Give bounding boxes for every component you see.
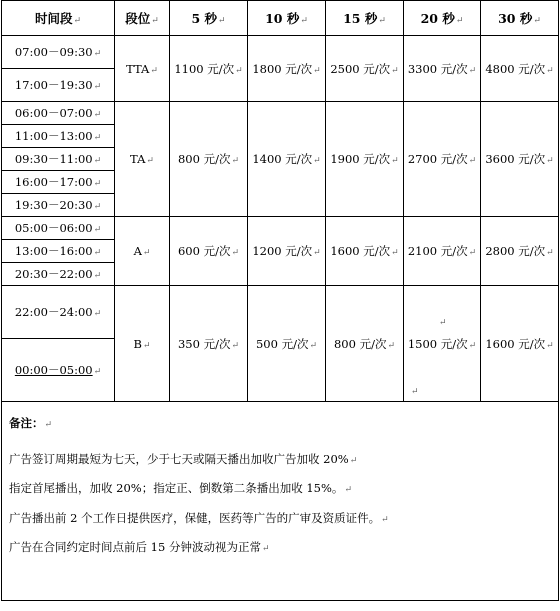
- time-cell: 20:30－22:00↵: [2, 263, 115, 286]
- price-cell: 350 元/次↵: [170, 286, 248, 402]
- time-cell: 11:00－13:00↵: [2, 125, 115, 148]
- notes-title: 备注：↵: [9, 416, 53, 430]
- price-cell: 1600 元/次↵: [481, 286, 559, 402]
- level-cell-tta: TTA↵: [115, 36, 170, 102]
- price-cell: 600 元/次↵: [170, 217, 248, 286]
- header-level: 段位↵: [115, 1, 170, 36]
- price-cell: 1600 元/次↵: [326, 217, 404, 286]
- header-5s: 5 秒↵: [170, 1, 248, 36]
- time-cell: 07:00－09:30↵: [2, 36, 115, 69]
- time-cell: 00:00－05:00↵: [2, 339, 115, 402]
- price-cell: 2800 元/次↵: [481, 217, 559, 286]
- price-cell: ↵ 1500 元/次↵ ↵: [404, 286, 481, 402]
- price-cell: 3300 元/次↵: [404, 36, 481, 102]
- price-cell: 2100 元/次↵: [404, 217, 481, 286]
- price-cell: 2500 元/次↵: [326, 36, 404, 102]
- price-cell: 800 元/次↵: [326, 286, 404, 402]
- price-cell: 1900 元/次↵: [326, 102, 404, 217]
- header-20s: 20 秒↵: [404, 1, 481, 36]
- time-cell: 16:00－17:00↵: [2, 171, 115, 194]
- paragraph-mark: ↵: [411, 387, 419, 397]
- header-30s: 30 秒↵: [481, 1, 559, 36]
- note-line: 广告签订周期最短为七天，少于七天或隔天播出加收广告加收 20%↵: [9, 452, 358, 466]
- note-line: 指定首尾播出，加收 20%；指定正、倒数第二条播出加收 15%。↵: [9, 481, 352, 495]
- time-cell: 17:00－19:30↵: [2, 69, 115, 102]
- table-row: [2, 286, 559, 339]
- note-line: 广告在合同约定时间点前后 15 分钟波动视为正常↵: [9, 540, 270, 554]
- header-15s: 15 秒↵: [326, 1, 404, 36]
- price-cell: 500 元/次↵: [248, 286, 326, 402]
- time-cell: 19:30－20:30↵: [2, 194, 115, 217]
- header-row: [2, 1, 559, 36]
- price-cell: 2700 元/次↵: [404, 102, 481, 217]
- price-cell: 3600 元/次↵: [481, 102, 559, 217]
- table-row: [2, 217, 559, 240]
- level-cell-ta: TA↵: [115, 102, 170, 217]
- note-line: 广告播出前 2 个工作日提供医疗，保健，医药等广告的广审及资质证件。↵: [9, 511, 389, 525]
- time-cell: 09:30－11:00↵: [2, 148, 115, 171]
- price-cell: 1100 元/次↵: [170, 36, 248, 102]
- time-cell: 22:00－24:00↵: [2, 286, 115, 339]
- header-time-slot: 时间段↵: [2, 1, 115, 36]
- notes-row: [2, 402, 559, 601]
- table-row: [2, 36, 559, 69]
- time-cell: 13:00－16:00↵: [2, 240, 115, 263]
- level-cell-b: B↵: [115, 286, 170, 402]
- level-cell-a: A↵: [115, 217, 170, 286]
- time-cell: 06:00－07:00↵: [2, 102, 115, 125]
- price-cell: 1400 元/次↵: [248, 102, 326, 217]
- ad-rate-table: [1, 0, 559, 601]
- paragraph-mark: ↵: [439, 318, 447, 328]
- price-cell: 4800 元/次↵: [481, 36, 559, 102]
- price-cell: 1800 元/次↵: [248, 36, 326, 102]
- notes-cell: [2, 402, 559, 601]
- header-10s: 10 秒↵: [248, 1, 326, 36]
- table-row: [2, 102, 559, 125]
- price-cell: 800 元/次↵: [170, 102, 248, 217]
- price-cell: 1200 元/次↵: [248, 217, 326, 286]
- time-cell: 05:00－06:00↵: [2, 217, 115, 240]
